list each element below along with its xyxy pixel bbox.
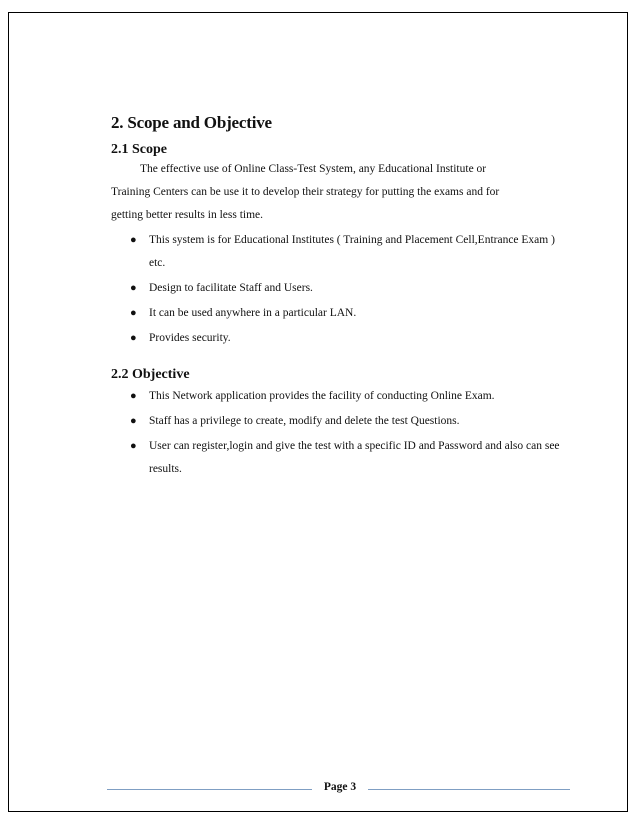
bullet-icon: ● bbox=[130, 415, 137, 427]
scope-paragraph bbox=[111, 158, 551, 227]
list-item bbox=[130, 229, 560, 275]
bullet-icon: ● bbox=[130, 332, 137, 344]
footer-divider-left bbox=[107, 789, 312, 790]
bullet-icon: ● bbox=[130, 390, 137, 402]
list-item bbox=[130, 385, 560, 408]
list-item-text: This Network application provides the facility of conducting Online Exam. bbox=[149, 390, 495, 402]
footer-divider-right bbox=[368, 789, 570, 790]
bullet-icon: ● bbox=[130, 234, 137, 246]
section-title: 2. Scope and Objective bbox=[111, 113, 272, 132]
list-item bbox=[130, 277, 560, 300]
list-item-text: Design to facilitate Staff and Users. bbox=[149, 282, 313, 294]
list-item bbox=[130, 302, 560, 325]
objective-heading: 2.2 Objective bbox=[111, 367, 190, 382]
bullet-icon: ● bbox=[130, 440, 137, 452]
bullet-icon: ● bbox=[130, 307, 137, 319]
list-item-text: This system is for Educational Institutes ( Training and Placement Cell,Entrance Exam ) etc. bbox=[149, 234, 555, 269]
list-item-text: User can register,login and give the test with a specific ID and Password and also can see results. bbox=[149, 440, 560, 475]
page-number: Page 3 bbox=[323, 781, 357, 793]
scope-paragraph-line: Training Centers can be use it to develop their strategy for putting the exams and for bbox=[111, 186, 500, 198]
objective-bullet-list bbox=[130, 385, 560, 483]
list-item-text: Provides security. bbox=[149, 332, 231, 344]
bullet-icon: ● bbox=[130, 282, 137, 294]
scope-heading: 2.1 Scope bbox=[111, 142, 167, 157]
scope-bullet-list bbox=[130, 229, 560, 352]
list-item bbox=[130, 410, 560, 433]
list-item-text: It can be used anywhere in a particular LAN. bbox=[149, 307, 357, 319]
list-item-text: Staff has a privilege to create, modify and delete the test Questions. bbox=[149, 415, 460, 427]
list-item bbox=[130, 327, 560, 350]
scope-paragraph-line: The effective use of Online Class-Test System, any Educational Institute or bbox=[140, 163, 487, 175]
list-item bbox=[130, 435, 560, 481]
scope-paragraph-line: getting better results in less time. bbox=[111, 209, 264, 221]
